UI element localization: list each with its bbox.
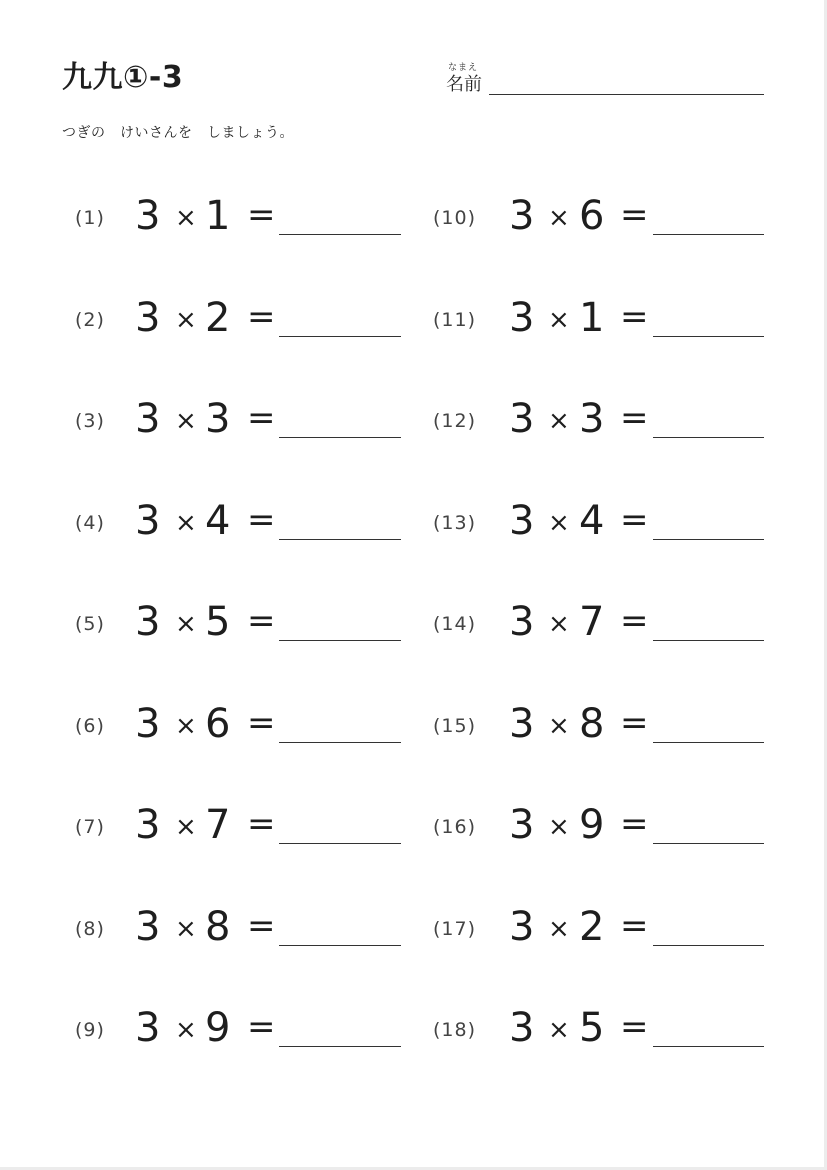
times-sign: × (175, 203, 197, 233)
problem-row (433, 497, 773, 560)
problem-row (75, 398, 415, 458)
equals-sign: = (247, 398, 276, 438)
problem-number: (2) (75, 308, 105, 331)
times-sign: × (175, 710, 197, 741)
problem-row (433, 398, 773, 458)
multiplier: 3 (579, 396, 605, 442)
problem-number: (3) (75, 410, 105, 432)
instruction-text: つぎの けいさんを しましょう。 (62, 125, 294, 141)
multiplier: 9 (579, 802, 605, 848)
equals-sign: = (247, 804, 276, 844)
name-ruby: なまえ (448, 63, 479, 73)
multiplier: 8 (205, 903, 231, 950)
times-sign: × (175, 812, 197, 842)
equals-sign: = (620, 296, 649, 337)
name-label: 名前 (446, 74, 482, 95)
times-sign: × (548, 203, 570, 233)
multiplier: 7 (579, 599, 605, 645)
multiplicand: 3 (135, 700, 161, 747)
problem-row (433, 700, 773, 763)
multiplicand: 3 (509, 700, 535, 747)
times-sign: × (175, 1015, 197, 1045)
problem-number: (5) (75, 613, 105, 635)
problem-row (433, 195, 773, 255)
problem-number: (4) (75, 511, 105, 534)
equals-sign: = (247, 1007, 276, 1047)
answer-line[interactable] (279, 539, 401, 540)
problem-row (433, 1007, 773, 1067)
multiplicand: 3 (509, 903, 535, 950)
multiplicand: 3 (509, 396, 535, 442)
answer-line[interactable] (279, 234, 401, 235)
answer-line[interactable] (279, 1046, 401, 1047)
problem-number: (9) (75, 1019, 105, 1041)
problem-row (75, 294, 415, 357)
times-sign: × (548, 710, 570, 741)
problem-row (75, 903, 415, 966)
multiplicand: 3 (509, 802, 535, 848)
answer-line[interactable] (279, 640, 401, 641)
multiplicand: 3 (135, 1005, 161, 1051)
times-sign: × (548, 913, 570, 944)
times-sign: × (548, 609, 570, 639)
answer-line[interactable] (653, 1046, 764, 1047)
multiplicand: 3 (509, 1005, 535, 1051)
multiplier: 1 (205, 193, 231, 239)
times-sign: × (548, 1015, 570, 1045)
multiplier: 8 (579, 700, 605, 747)
answer-line[interactable] (279, 742, 401, 743)
answer-line[interactable] (653, 843, 764, 844)
equals-sign: = (247, 601, 276, 641)
problem-row (75, 601, 415, 661)
times-sign: × (548, 304, 570, 335)
times-sign: × (175, 609, 197, 639)
problem-number: (13) (433, 511, 477, 534)
multiplier: 6 (205, 700, 231, 747)
answer-line[interactable] (653, 539, 764, 540)
problem-row (75, 497, 415, 560)
equals-sign: = (620, 499, 649, 540)
problem-number: (12) (433, 410, 477, 432)
equals-sign: = (247, 296, 276, 337)
equals-sign: = (620, 702, 649, 743)
times-sign: × (175, 507, 197, 538)
problem-row (75, 195, 415, 255)
multiplier: 9 (205, 1005, 231, 1051)
worksheet-title: 九九①-3 (62, 60, 184, 95)
multiplier: 5 (579, 1005, 605, 1051)
multiplicand: 3 (135, 599, 161, 645)
answer-line[interactable] (653, 336, 764, 337)
problem-row (433, 294, 773, 357)
problem-number: (15) (433, 714, 477, 737)
multiplier: 2 (579, 903, 605, 950)
answer-line[interactable] (653, 437, 764, 438)
multiplier: 3 (205, 396, 231, 442)
multiplicand: 3 (509, 497, 535, 544)
times-sign: × (175, 913, 197, 944)
multiplicand: 3 (135, 497, 161, 544)
problem-number: (16) (433, 816, 477, 838)
answer-line[interactable] (653, 742, 764, 743)
answer-line[interactable] (653, 640, 764, 641)
problem-number: (7) (75, 816, 105, 838)
multiplicand: 3 (509, 193, 535, 239)
problem-number: (6) (75, 714, 105, 737)
problem-number: (1) (75, 207, 105, 229)
multiplier: 1 (579, 294, 605, 341)
problem-number: (17) (433, 917, 477, 940)
answer-line[interactable] (653, 234, 764, 235)
times-sign: × (548, 507, 570, 538)
multiplier: 2 (205, 294, 231, 341)
problem-row (75, 1007, 415, 1067)
problem-row (75, 804, 415, 864)
times-sign: × (548, 812, 570, 842)
times-sign: × (175, 406, 197, 436)
problem-number: (14) (433, 613, 477, 635)
equals-sign: = (247, 702, 276, 743)
multiplicand: 3 (509, 599, 535, 645)
answer-line[interactable] (279, 945, 401, 946)
equals-sign: = (247, 499, 276, 540)
multiplicand: 3 (135, 903, 161, 950)
answer-line[interactable] (279, 843, 401, 844)
equals-sign: = (620, 195, 649, 235)
times-sign: × (175, 304, 197, 335)
multiplicand: 3 (135, 193, 161, 239)
answer-line[interactable] (653, 945, 764, 946)
multiplier: 4 (205, 497, 231, 544)
multiplicand: 3 (509, 294, 535, 341)
problem-number: (18) (433, 1019, 477, 1041)
times-sign: × (548, 406, 570, 436)
answer-line[interactable] (279, 437, 401, 438)
answer-line[interactable] (279, 336, 401, 337)
problem-row (433, 804, 773, 864)
equals-sign: = (620, 804, 649, 844)
equals-sign: = (620, 601, 649, 641)
problem-row (75, 700, 415, 763)
problem-number: (10) (433, 207, 477, 229)
problem-row (433, 903, 773, 966)
equals-sign: = (620, 398, 649, 438)
equals-sign: = (247, 195, 276, 235)
multiplicand: 3 (135, 294, 161, 341)
multiplier: 6 (579, 193, 605, 239)
multiplier: 7 (205, 802, 231, 848)
problem-row (433, 601, 773, 661)
equals-sign: = (247, 905, 276, 946)
equals-sign: = (620, 1007, 649, 1047)
multiplicand: 3 (135, 396, 161, 442)
problem-number: (11) (433, 308, 477, 331)
equals-sign: = (620, 905, 649, 946)
multiplier: 5 (205, 599, 231, 645)
problem-number: (8) (75, 917, 105, 940)
multiplier: 4 (579, 497, 605, 544)
multiplicand: 3 (135, 802, 161, 848)
